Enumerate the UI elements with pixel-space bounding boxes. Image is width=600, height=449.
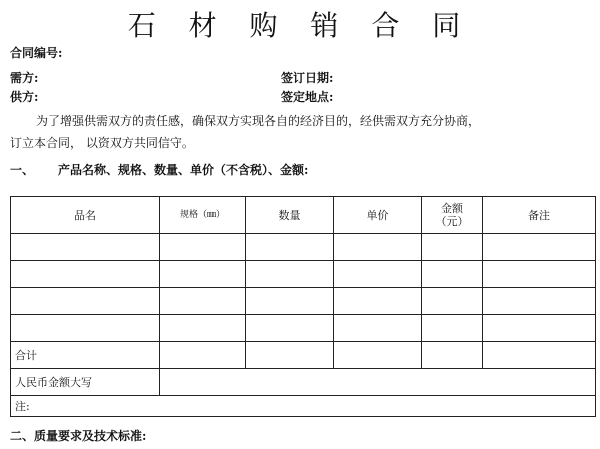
document-title: 石 材 购 销 合 同 (127, 9, 473, 42)
header-amount-line-1: 金额 (441, 202, 463, 215)
table-cell[interactable] (422, 315, 483, 342)
table-cell[interactable] (11, 288, 160, 315)
table-cell[interactable] (483, 261, 596, 288)
table-cell[interactable] (246, 234, 334, 261)
header-remark: 备注 (483, 197, 596, 234)
rmb-amount-cell[interactable] (160, 369, 596, 396)
intro-paragraph-line-2: 订立本合同， 以资双方共同信守。 (10, 136, 194, 150)
table-row (11, 288, 596, 315)
table-cell[interactable] (246, 315, 334, 342)
table-cell[interactable] (246, 342, 334, 369)
header-quantity: 数量 (246, 197, 334, 234)
header-amount (422, 197, 483, 234)
header-amount-line-2: （元） (435, 215, 469, 228)
table-cell[interactable] (11, 315, 160, 342)
table-cell[interactable] (246, 261, 334, 288)
seller-label: 供方: (10, 90, 39, 104)
table-row (11, 234, 596, 261)
sign-place-label: 签定地点: (281, 90, 334, 104)
note-row (11, 396, 596, 417)
total-row (11, 342, 596, 369)
table-cell[interactable] (422, 342, 483, 369)
table-cell[interactable] (483, 234, 596, 261)
intro-paragraph-line-1: 为了增强供需双方的责任感，确保双方实现各自的经济目的，经供需双方充分协商， (36, 114, 481, 128)
header-spec: 规格（㎜） (160, 197, 246, 234)
note-label: 注: (11, 396, 596, 417)
table-cell[interactable] (334, 342, 422, 369)
table-cell[interactable] (11, 261, 160, 288)
sign-date-label: 签订日期: (281, 71, 334, 85)
table-cell[interactable] (483, 315, 596, 342)
buyer-label: 需方: (10, 71, 39, 85)
header-unit-price: 单价 (334, 197, 422, 234)
table-row (11, 261, 596, 288)
table-row (11, 315, 596, 342)
product-table (10, 196, 596, 417)
table-cell[interactable] (334, 315, 422, 342)
header-product-name: 品名 (11, 197, 160, 234)
table-cell[interactable] (334, 261, 422, 288)
contract-number-label: 合同编号: (10, 46, 63, 60)
rmb-amount-row (11, 369, 596, 396)
section-1-number: 一、 (10, 163, 35, 177)
table-cell[interactable] (160, 234, 246, 261)
section-2-title: 二、质量要求及技术标准: (10, 429, 147, 443)
rmb-amount-label: 人民币金额大写 (11, 369, 160, 396)
total-label: 合计 (11, 342, 160, 369)
table-cell[interactable] (483, 288, 596, 315)
table-cell[interactable] (160, 315, 246, 342)
table-cell[interactable] (422, 288, 483, 315)
table-cell[interactable] (160, 342, 246, 369)
table-cell[interactable] (246, 288, 334, 315)
table-header-row (11, 197, 596, 234)
table-cell[interactable] (160, 288, 246, 315)
table-cell[interactable] (422, 261, 483, 288)
table-cell[interactable] (334, 234, 422, 261)
table-cell[interactable] (160, 261, 246, 288)
table-cell[interactable] (334, 288, 422, 315)
table-cell[interactable] (422, 234, 483, 261)
section-1-title: 产品名称、规格、数量、单价（不含税）、金额: (58, 163, 309, 177)
table-cell[interactable] (483, 342, 596, 369)
table-cell[interactable] (11, 234, 160, 261)
